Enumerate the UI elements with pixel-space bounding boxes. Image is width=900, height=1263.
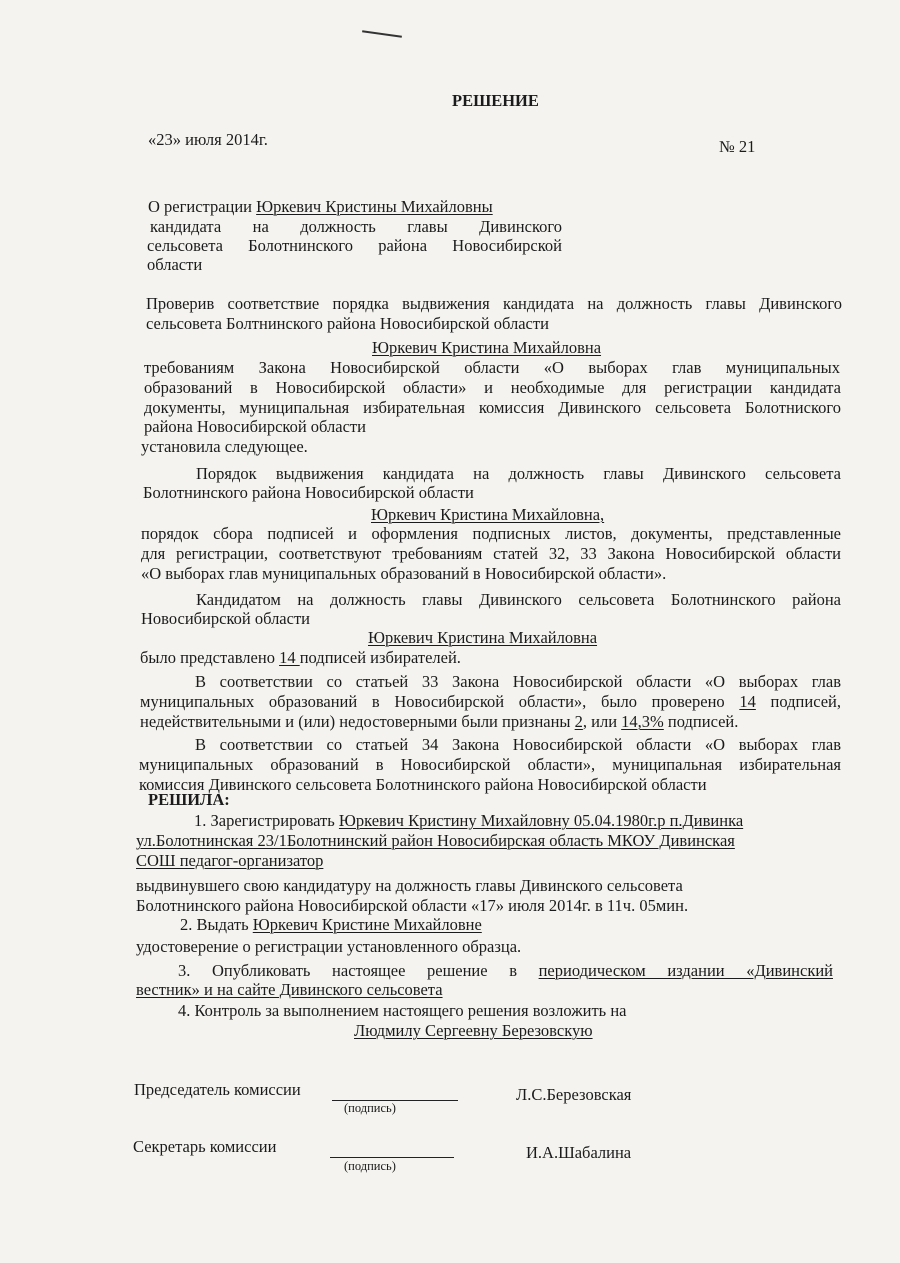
signatures-count: 14 <box>279 648 300 667</box>
secretary-label: Секретарь комиссии <box>133 1137 277 1156</box>
scan-mark <box>362 30 402 38</box>
secretary-name: И.А.Шабалина <box>526 1143 632 1162</box>
subject-line-4: области <box>147 255 203 274</box>
checked-count: 14 <box>739 692 756 711</box>
secretary-signature-line <box>330 1157 454 1158</box>
candidate-name: Юркевич Кристины Михайловны <box>256 197 493 216</box>
candidate-name-p1: Юркевич Кристина Михайловна <box>372 338 602 357</box>
chair-label: Председатель комиссии <box>134 1080 301 1099</box>
decided-heading: РЕШИЛА: <box>148 790 230 809</box>
subject-line-2: кандидата на должность главы Дивинского <box>150 217 562 236</box>
document-page: РЕШЕНИЕ «23» июля 2014г. № 21 О регистрации Юркевич Кристины Михайловны кандидата на должность главы Дивинского сельсовета Болотнинского района Новосибирской области Проверив соответствие порядка выдвижения кандидата на должность главы Дивинского сельсовета Болтнинского района Новосибирской области Юркевич Кристина Михайловна требованиям Закона Новосибирской области «О выборах глав муниципальных образований в Новосибирской области» и необходимые для регистрации кандидата документы, муниципальная избирательная комиссия Дивинского сельсовета Болотниского района Новосибирской области установила следующее. Порядок выдвижения кандидата на должность главы Дивинского сельсовета Болотнинского района Новосибирской области Юркевич Кристина Михайловна, порядок сбора подписей и оформления подписных листов, документы, представленные для регистрации, соответствуют требованиям статей 32, 33 Закона Новосибирской области «О выборах глав муниципальных образований в Новосибирской области». Кандидатом на должность главы Дивинского сельсовета Болотнинского района Новосибирской области Юркевич Кристина Михайловна было представлено 14 подписей избирателей. В соответствии со статьей 33 Закона Новосибирской области «О выборах глав муниципальных образований в Новосибирской области», было проверено 14 подписей, недействительными и (или) недостоверными были признаны 2, или 14,3% подписей. В соответствии со статьей 34 Закона Новосибирской области «О выборах глав муниципальных образований в Новосибирской области», муниципальная избирательная комиссия Дивинского сельсовета Болотнинского района Новосибирской области РЕШИЛА: 1. Зарегистрировать Юркевич Кристину Михайловну 05.04.1980г.р п.Дивинка ул.Болотнинская 23/1Болотнинский район Новосибирская область МКОУ Дивинская СОШ педагог-организатор выдвинувшего свою кандидатуру на должность главы Дивинского сельсовета Болотнинского района Новосибирской области «17» июля 2014г. в 11ч. 05мин. 2. Выдать Юркевич Кристине Михайловне удостоверение о регистрации установленного образца. 3. Опубликовать настоящее решение в периодическом издании «Дивинский вестник» и на сайте Дивинского сельсовета 4. Контроль за выполнением настоящего решения возложить на Людмилу Сергеевну Березовскую Председатель комиссии (подпись) Л.С.Березовская Секретарь комиссии (подпись) И.А.Шабалина <box>0 0 900 1263</box>
invalid-percent: 14,3% <box>621 712 664 731</box>
invalid-count: 2 <box>574 712 583 731</box>
subject-line-3: сельсовета Болотнинского района Новосибирской <box>147 236 562 255</box>
responsible-person: Людмилу Сергеевну Березовскую <box>354 1021 593 1040</box>
candidate-name-p2: Юркевич Кристина Михайловна, <box>371 505 605 524</box>
chair-signature-hint: (подпись) <box>344 1101 396 1115</box>
document-title: РЕШЕНИЕ <box>452 91 539 110</box>
secretary-signature-hint: (подпись) <box>344 1159 396 1173</box>
candidate-name-p3: Юркевич Кристина Михайловна <box>368 628 598 647</box>
decision-number: № 21 <box>719 137 756 156</box>
decision-date: «23» июля 2014г. <box>148 130 268 149</box>
chair-name: Л.С.Березовская <box>516 1085 632 1104</box>
subject-line-1: О регистрации Юркевич Кристины Михайловны <box>148 197 493 216</box>
